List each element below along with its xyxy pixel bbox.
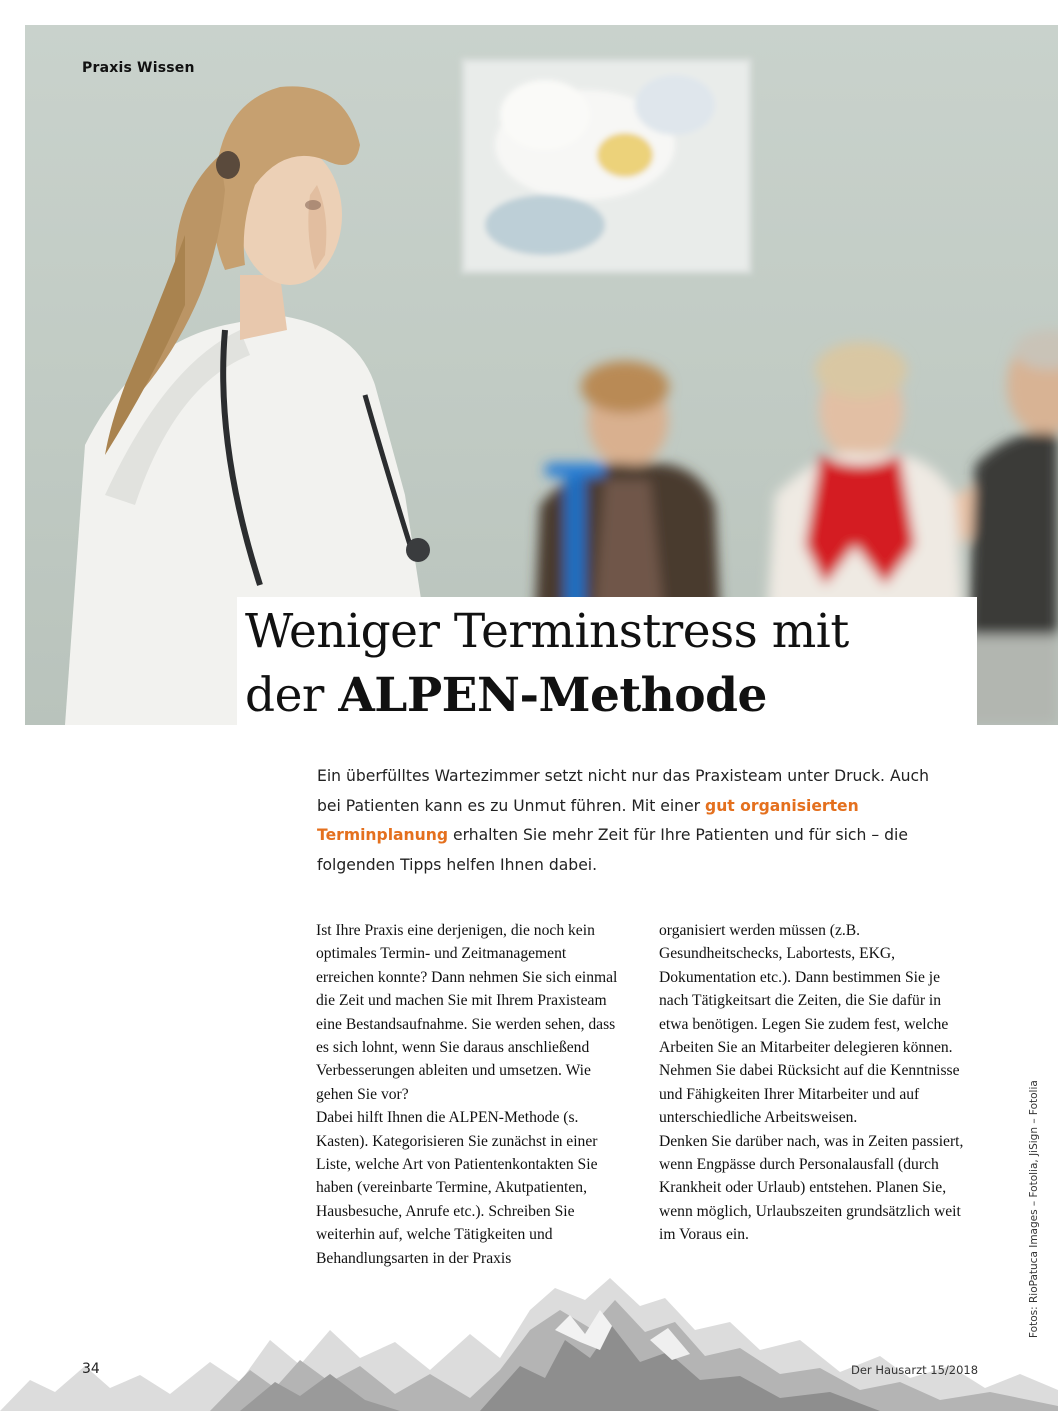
mountain-decoration (0, 1270, 1058, 1411)
section-label: Praxis Wissen (82, 60, 195, 76)
body-column-right (659, 919, 971, 1247)
article-title-line2 (245, 668, 767, 723)
title-prefix: der (245, 668, 339, 723)
body-paragraph: Ist Ihre Praxis eine derjenigen, die noch kein optimales Termin- und Zeitmanagement erreichen konnte? Dann nehmen Sie sich einmal die Zeit und machen Sie mit Ihrem Praxisteam eine Bestandsaufnahme. Sie werden sehen, dass es sich lohnt, wenn Sie daraus anschließend Verbesserungen ableiten und umsetzen. Wie gehen Sie vor? (316, 922, 618, 1103)
lead-paragraph (317, 762, 957, 880)
page-number: 34 (82, 1361, 100, 1377)
publication-source: Der Hausarzt 15/2018 (851, 1363, 979, 1377)
lead-text-1: Ein überfülltes Wartezimmer setzt nicht nur das Praxisteam unter Druck. Auch bei Patienten kann es zu Unmut führen. Mit einer (317, 767, 929, 815)
lead-highlight: gut organisierten Terminplanung (317, 796, 859, 844)
body-paragraph: Denken Sie darüber nach, was in Zeiten passiert, wenn Engpässe durch Personalausfall (durch Krankheit oder Urlaub) entstehen. Planen Sie, wenn möglich, Urlaubszeiten grundsätzlich weit im Voraus ein. (659, 1132, 964, 1244)
wall-painting (463, 60, 750, 272)
lead-text-2: erhalten Sie mehr Zeit für Ihre Patienten und für sich – die folgenden Tipps helfen Ihnen dabei. (317, 826, 908, 874)
body-paragraph: Dabei hilft Ihnen die ALPEN-Methode (s. Kasten). Kategorisieren Sie zunächst in einer Liste, welche Art von Patientenkontakten Sie haben (vereinbarte Termine, Akutpatienten, Hausbesuche, Anrufe etc.). Schreiben Sie weiterhin auf, welche Tätigkeiten und Behandlungsarten in der Praxis (316, 1109, 598, 1267)
body-paragraph: organisiert werden müssen (z.B. Gesundheitschecks, Labortests, EKG, Dokumentation etc.). Dann bestimmen Sie je nach Tätigkeitsart die Zeiten, die Sie dafür in etwa benötigen. Legen Sie zudem fest, welche Arbeiten Sie an Mitarbeiter delegieren können. Nehmen Sie dabei Rücksicht auf die Kenntnisse und Fähigkeiten Ihrer Mitarbeiter und auf unterschiedliche Arbeitsweisen. (659, 922, 960, 1127)
body-column-left (316, 919, 628, 1270)
title-bold-word: ALPEN-Methode (338, 668, 767, 723)
article-title-line1: Weniger Terminstress mit (245, 604, 849, 659)
photo-credit: Fotos: RioPatuca Images – Fotolia, JiSign – Fotolia (1028, 1080, 1040, 1338)
